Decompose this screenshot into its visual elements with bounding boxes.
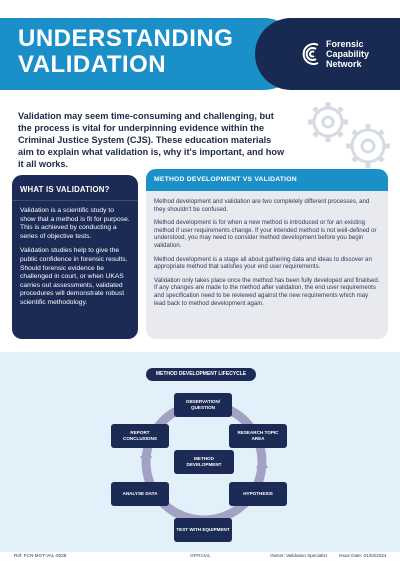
step-test-with-equipment: TEST WITH EQUIPMENT bbox=[174, 518, 232, 542]
step-research-topic-area: RESEARCH TOPIC AREA bbox=[229, 424, 287, 448]
footer-ref: Ref: FCN-MGT-VAL-0038 bbox=[14, 553, 67, 558]
footer-classification: OFFICIAL bbox=[190, 553, 211, 558]
title-line-2: VALIDATION bbox=[18, 51, 167, 78]
logo-text-3: Network bbox=[326, 59, 362, 69]
lifecycle-center-method-development: METHOD DEVELOPMENT bbox=[174, 450, 234, 474]
footer bbox=[0, 550, 400, 565]
what-is-paragraph-2: Validation studies help to give the public confidence in forensic results. Should forensic evidence be challenged in court, or when UKAS carries out assessments, validated procedures will demonstrate robust scientific methodology. bbox=[20, 247, 128, 306]
fcn-logo-icon bbox=[302, 41, 324, 67]
footer-issue-date: Issue Date: 01/02/2024 bbox=[339, 553, 387, 558]
step-observation-question: OBSERVATION/ QUESTION bbox=[174, 393, 232, 417]
footer-owner: Owner: Validation Specialist bbox=[270, 553, 327, 558]
logo-text-2: Capability bbox=[326, 49, 370, 59]
what-is-validation-heading: WHAT IS VALIDATION? bbox=[12, 175, 138, 201]
method-dev-paragraph-1: Method development and validation are two completely different processes, and they shouldn't be confused. bbox=[154, 198, 370, 213]
method-dev-paragraph-2: Method development is for when a new method is introduced or for an existing method if user requirements change. If your intended method is not well-defined or understood, you may need to consider method development before you begin validation. bbox=[154, 219, 377, 249]
header-banner bbox=[0, 0, 400, 92]
method-dev-paragraph-3: Method development is a stage all about gathering data and ideas to discover an appropriate method that satisfies your end user requirements. bbox=[154, 255, 372, 271]
fcn-logo bbox=[300, 35, 400, 75]
logo-text-1: Forensic bbox=[326, 39, 364, 49]
lifecycle-diagram bbox=[0, 352, 400, 552]
logo-wordmark bbox=[326, 39, 369, 69]
lifecycle-title: METHOD DEVELOPMENT LIFECYCLE bbox=[146, 368, 256, 381]
page-title bbox=[18, 26, 258, 78]
title-line-1: UNDERSTANDING bbox=[18, 25, 234, 52]
step-hypothesis: HYPOTHESIS bbox=[229, 482, 287, 506]
what-is-validation-card bbox=[12, 175, 138, 339]
gears-icon bbox=[290, 96, 400, 176]
method-dev-paragraph-4: Validation only takes place once the method has been fully developed and finalised. If any changes are made to the method after validation, the end user requirements and specification need to be reviewed against the new requirements which may lead back to method development again. bbox=[154, 276, 380, 307]
method-development-card bbox=[146, 169, 388, 339]
what-is-paragraph-1: Validation is a scientific study to show that a method is fit for purpose. This is achieved by conducting a series of objective tests. bbox=[20, 207, 130, 240]
intro-paragraph: Validation may seem time-consuming and challenging, but the process is vital for underpinning evidence within the Criminal Justice System (CJS). These education materials aim to explain what validation is, why it's important, and how it all works. bbox=[18, 111, 285, 169]
step-report-conclusions: REPORT CONCLUSIONS bbox=[111, 424, 169, 448]
step-analyse-data: ANALYSE DATA bbox=[111, 482, 169, 506]
method-development-body bbox=[146, 191, 388, 320]
method-development-heading: METHOD DEVELOPMENT VS VALIDATION bbox=[146, 169, 388, 191]
